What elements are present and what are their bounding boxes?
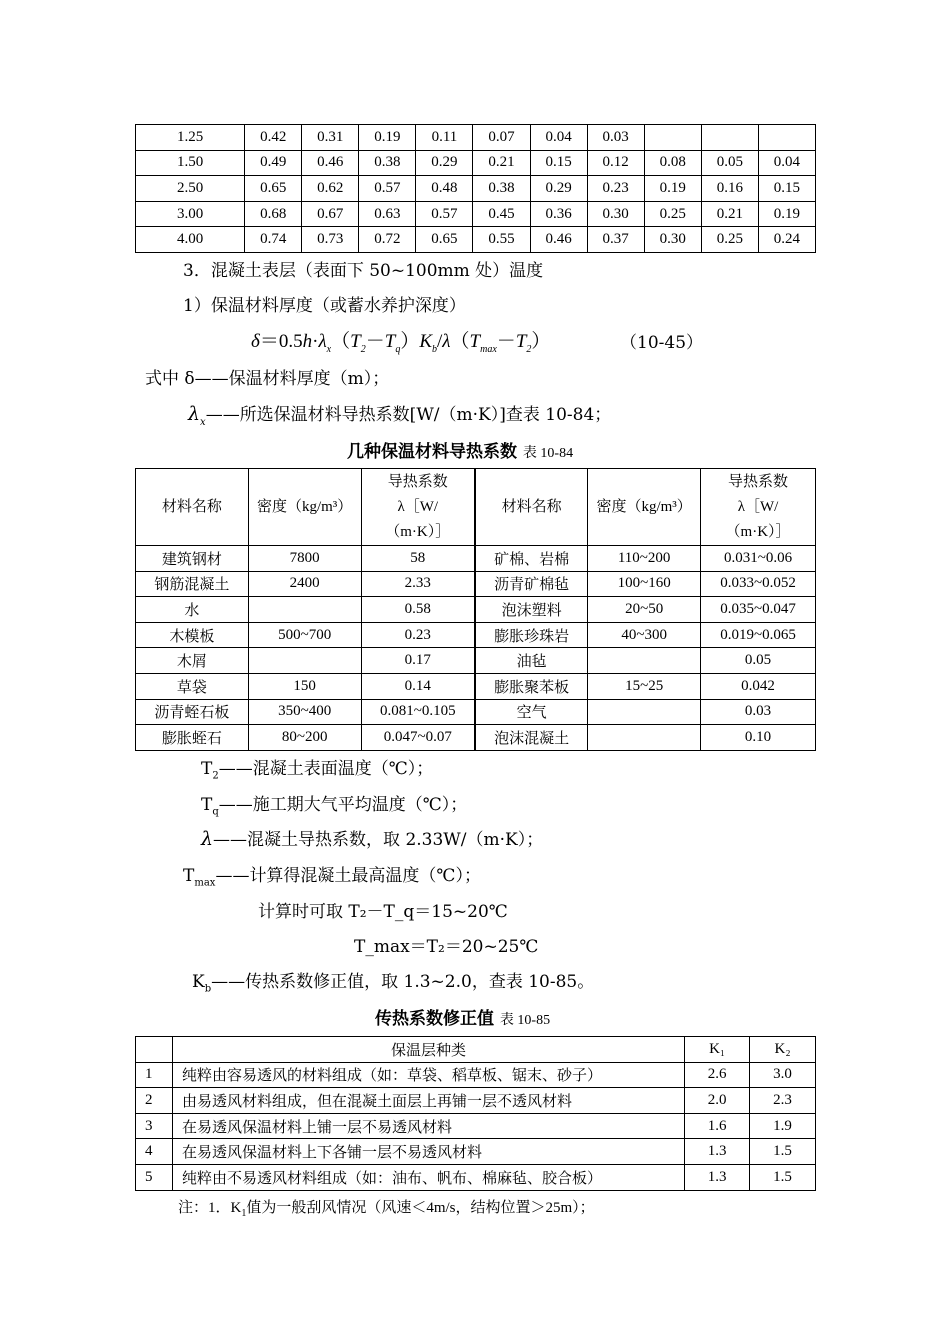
table-cell: 膨胀聚苯板 <box>475 673 588 699</box>
table-cell: 泡沫混凝土 <box>475 725 588 751</box>
table-cell <box>701 125 758 151</box>
table-cell: 0.03 <box>587 125 644 151</box>
table-cell <box>588 648 701 674</box>
table-cell: 0.21 <box>701 201 758 227</box>
table-85-caption: 传热系数修正值 表 10-85 <box>375 1009 551 1029</box>
table-cell: 木模板 <box>136 622 249 648</box>
table-cell: 0.25 <box>701 227 758 253</box>
table-cell: 1.3 <box>685 1164 750 1190</box>
table-cell: 20~50 <box>588 597 701 623</box>
table-cell: 2 <box>136 1088 173 1114</box>
definition-t2: $T_2——$混凝土表面温度（℃）； <box>201 759 434 782</box>
table-cell: 0.081~0.105 <box>361 699 475 725</box>
header-k1: K₁ <box>685 1037 750 1063</box>
formula-number: （10-45） <box>620 333 704 353</box>
table-cell: 0.42 <box>245 125 302 151</box>
table-cell: 在易透风保温材料上下各铺一层不易透风材料 <box>172 1139 684 1165</box>
table-cell: 0.36 <box>530 201 587 227</box>
table-row <box>136 597 816 623</box>
table-cell: 1.6 <box>685 1113 750 1139</box>
table-cell: 40~300 <box>588 622 701 648</box>
table-cell: 0.035~0.047 <box>701 597 816 623</box>
table-cell: 1.5 <box>750 1139 816 1165</box>
table-cell: 0.04 <box>758 150 815 176</box>
table-row <box>136 622 816 648</box>
table-cell: 空气 <box>475 699 588 725</box>
table-cell: 0.12 <box>587 150 644 176</box>
table-cell: 4 <box>136 1139 173 1165</box>
header-density-2: 密度（kg/m³） <box>588 469 701 546</box>
table-cell: 0.45 <box>473 201 530 227</box>
table-row <box>136 699 816 725</box>
table-cell: 0.57 <box>359 176 416 202</box>
table-cell: 58 <box>361 546 475 572</box>
table-cell: 0.65 <box>416 227 473 253</box>
table-row <box>136 1113 816 1139</box>
table-cell: 沥青矿棉毡 <box>475 571 588 597</box>
table-row <box>136 546 816 572</box>
table-cell: 0.19 <box>758 201 815 227</box>
table-cell: 0.19 <box>359 125 416 151</box>
table-cell: 80~200 <box>248 725 361 751</box>
table-cell: 0.46 <box>302 150 359 176</box>
table-cell: 2.50 <box>136 176 245 202</box>
table-cell: 钢筋混凝土 <box>136 571 249 597</box>
header-conductivity-2: 导热系数 λ［W/ （m·K）］ <box>701 469 816 546</box>
header-density: 密度（kg/m³） <box>248 469 361 546</box>
table-cell: 0.38 <box>359 150 416 176</box>
table-cell <box>588 725 701 751</box>
table-cell: 1.3 <box>685 1139 750 1165</box>
table-cell: 0.05 <box>701 648 816 674</box>
table-cell: 在易透风保温材料上铺一层不易透风材料 <box>172 1113 684 1139</box>
table-cell: 1 <box>136 1062 173 1088</box>
table-cell: 由易透风材料组成，但在混凝土面层上再铺一层不透风材料 <box>172 1088 684 1114</box>
table-cell: 500~700 <box>248 622 361 648</box>
table-row <box>136 227 816 253</box>
table-cell <box>644 125 701 151</box>
table-cell: 0.25 <box>644 201 701 227</box>
table-cell: 0.29 <box>416 150 473 176</box>
section-heading: 3．混凝土表层（表面下 50~100mm 处）温度 <box>183 261 544 281</box>
header-material: 材料名称 <box>136 469 249 546</box>
table-cell: 0.72 <box>359 227 416 253</box>
table-cell: 0.08 <box>644 150 701 176</box>
table-row <box>136 1088 816 1114</box>
table-cell: 0.62 <box>302 176 359 202</box>
table-cell <box>248 648 361 674</box>
calc-note-1: 计算时可取 T₂－T_q＝15~20℃ <box>258 902 508 922</box>
header-layer-type: 保温层种类 <box>172 1037 684 1063</box>
table-cell: 0.29 <box>530 176 587 202</box>
table-cell: 水 <box>136 597 249 623</box>
table-cell <box>758 125 815 151</box>
table-cell: 0.46 <box>530 227 587 253</box>
table-cell: 0.21 <box>473 150 530 176</box>
formula-10-45: $\delta=0.5h\cdot\lambda_x(T_2-T_q)K_b/\lambda(T_{max}-T_2)$ <box>251 331 551 355</box>
table-cell: 纯粹由容易透风的材料组成（如：草袋、稻草板、锯末、砂子） <box>172 1062 684 1088</box>
table-row <box>136 201 816 227</box>
table-cell: 0.11 <box>416 125 473 151</box>
table-cell: 木屑 <box>136 648 249 674</box>
table-cell: 草袋 <box>136 673 249 699</box>
definition-kb: $K_b——$传热系数修正值，取 1.3~2.0，查表 10-85。 <box>192 972 595 995</box>
table-row <box>136 673 816 699</box>
table-cell: 100~160 <box>588 571 701 597</box>
table-cell: 0.68 <box>245 201 302 227</box>
table-cell: 0.019~0.065 <box>701 622 816 648</box>
table-row <box>136 150 816 176</box>
definition-tq: $T_q——$施工期大气平均温度（℃）； <box>201 795 468 818</box>
definition-delta: 式中 δ——保温材料厚度（m）； <box>145 369 390 389</box>
table-cell: 3.0 <box>750 1062 816 1088</box>
table-cell: 0.23 <box>587 176 644 202</box>
table-cell <box>588 699 701 725</box>
table-cell: 0.047~0.07 <box>361 725 475 751</box>
header-material-2: 材料名称 <box>475 469 588 546</box>
table-row <box>136 571 816 597</box>
table-row <box>136 725 816 751</box>
table-cell: 0.07 <box>473 125 530 151</box>
definition-lambda: λ——混凝土导热系数，取 2.33W/（m·K）； <box>201 828 544 850</box>
table-cell: 0.74 <box>245 227 302 253</box>
table-cell: 4.00 <box>136 227 245 253</box>
table-cell: 0.73 <box>302 227 359 253</box>
table-cell: 0.05 <box>701 150 758 176</box>
item-heading: 1）保温材料厚度（或蓄水养护深度） <box>183 296 466 316</box>
table-cell: 0.15 <box>530 150 587 176</box>
table-cell: 0.031~0.06 <box>701 546 816 572</box>
table-cell: 0.03 <box>701 699 816 725</box>
calc-note-2: T_max＝T₂＝20~25℃ <box>354 937 539 957</box>
table-cell: 0.23 <box>361 622 475 648</box>
table-cell: 1.50 <box>136 150 245 176</box>
table-row <box>136 125 816 151</box>
table-cell: 0.15 <box>758 176 815 202</box>
table-cell: 0.67 <box>302 201 359 227</box>
table-note: 注：1．$K_1$值为一般刮风情况（风速＜4m/s，结构位置＞25m）； <box>178 1200 595 1219</box>
table-cell: 0.30 <box>587 201 644 227</box>
table-cell: 0.49 <box>245 150 302 176</box>
table-cell: 0.37 <box>587 227 644 253</box>
table-cell: 矿棉、岩棉 <box>475 546 588 572</box>
table-row <box>136 1062 816 1088</box>
table-cell: 0.65 <box>245 176 302 202</box>
table-cell: 沥青蛭石板 <box>136 699 249 725</box>
table-cell: 2.3 <box>750 1088 816 1114</box>
table-cell: 2.0 <box>685 1088 750 1114</box>
table-cell: 建筑钢材 <box>136 546 249 572</box>
table-cell: 0.04 <box>530 125 587 151</box>
table-cell: 0.31 <box>302 125 359 151</box>
table-cell: 2.6 <box>685 1062 750 1088</box>
table-cell: 泡沫塑料 <box>475 597 588 623</box>
coefficient-table-continued <box>135 124 816 253</box>
table-cell: 110~200 <box>588 546 701 572</box>
header-conductivity: 导热系数 λ［W/ （m·K）］ <box>361 469 475 546</box>
table-10-85 <box>135 1036 816 1191</box>
table-cell: 0.19 <box>644 176 701 202</box>
header-index <box>136 1037 173 1063</box>
table-cell: 5 <box>136 1164 173 1190</box>
table-cell: 0.16 <box>701 176 758 202</box>
table-row <box>136 176 816 202</box>
table-cell: 2.33 <box>361 571 475 597</box>
table-cell: 0.17 <box>361 648 475 674</box>
header-k2: K₂ <box>750 1037 816 1063</box>
table-cell: 0.58 <box>361 597 475 623</box>
table-cell: 油毡 <box>475 648 588 674</box>
table-cell: 15~25 <box>588 673 701 699</box>
definition-lambda-x: $\lambda_x——$所选保温材料导热系数[W/（m·K）]查表 10-84； <box>188 403 612 428</box>
table-cell: 0.14 <box>361 673 475 699</box>
table-cell: 0.38 <box>473 176 530 202</box>
table-cell: 2400 <box>248 571 361 597</box>
table-cell: 7800 <box>248 546 361 572</box>
table-cell: 0.042 <box>701 673 816 699</box>
table-cell <box>248 597 361 623</box>
table-cell: 0.55 <box>473 227 530 253</box>
table-10-84 <box>135 468 816 751</box>
table-cell: 0.10 <box>701 725 816 751</box>
table-row <box>136 1139 816 1165</box>
table-cell: 1.9 <box>750 1113 816 1139</box>
table-cell: 膨胀蛭石 <box>136 725 249 751</box>
table-cell: 3 <box>136 1113 173 1139</box>
table-cell: 膨胀珍珠岩 <box>475 622 588 648</box>
table-cell: 0.63 <box>359 201 416 227</box>
table-cell: 1.5 <box>750 1164 816 1190</box>
table-cell: 0.30 <box>644 227 701 253</box>
table-cell: 0.24 <box>758 227 815 253</box>
table-cell: 0.033~0.052 <box>701 571 816 597</box>
table-cell: 1.25 <box>136 125 245 151</box>
table-cell: 0.57 <box>416 201 473 227</box>
definition-tmax: $T_{max}——$计算得混凝土最高温度（℃）； <box>183 866 481 889</box>
table-84-caption: 几种保温材料导热系数 表 10-84 <box>347 442 574 462</box>
table-cell: 纯粹由不易透风材料组成（如：油布、帆布、棉麻毡、胶合板） <box>172 1164 684 1190</box>
table-cell: 0.48 <box>416 176 473 202</box>
table-row <box>136 648 816 674</box>
table-cell: 350~400 <box>248 699 361 725</box>
table-cell: 150 <box>248 673 361 699</box>
table-row <box>136 1164 816 1190</box>
table-cell: 3.00 <box>136 201 245 227</box>
